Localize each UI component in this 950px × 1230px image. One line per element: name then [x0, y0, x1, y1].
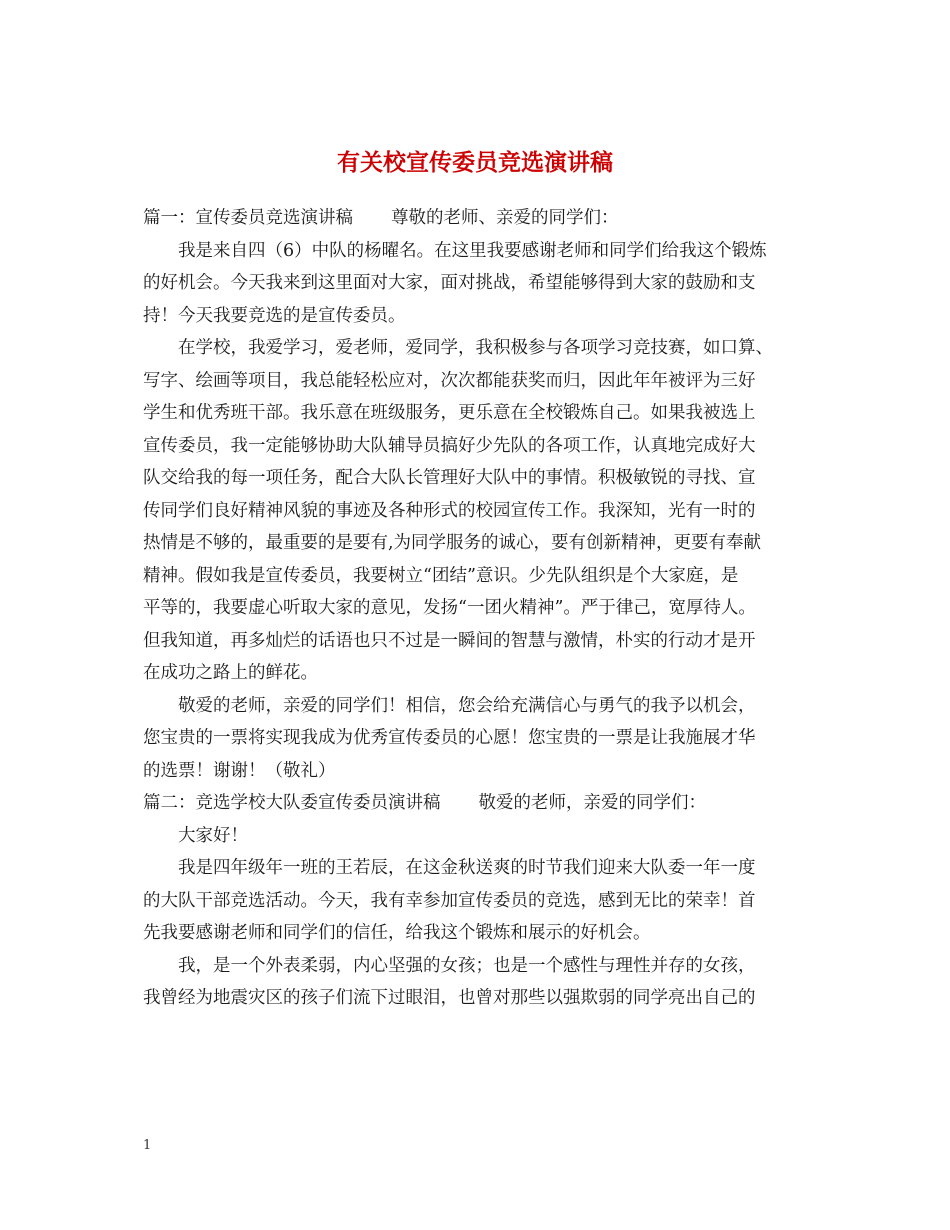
line-text: 大家好！: [178, 825, 248, 846]
section-heading: 篇二：竞选学校大队委宣传委员演讲稿: [143, 793, 441, 813]
line-text: 学生和优秀班干部。我乐意在班级服务，更乐意在全校锻炼自己。如果我被选上: [143, 403, 756, 423]
line-text: 先我要感谢老师和同学们的信任，给我这个锻炼和展示的好机会。: [143, 923, 651, 943]
line-text: 精神。假如我是宣传委员，我要树立“团结”意识。少先队组织是个大家庭，是: [143, 565, 739, 586]
body-line: [143, 267, 813, 300]
line-text: 热情是不够的，最重要的是要有,为同学服务的诚心，要有创新精神，更要有奉献: [143, 533, 762, 553]
body-line: [143, 722, 813, 755]
body-line: [143, 950, 813, 983]
line-text: 您宝贵的一票将实现我成为优秀宣传委员的心愿！您宝贵的一票是让我施展才华: [143, 728, 756, 748]
body-line: [143, 592, 813, 625]
section-heading: 篇一：宣传委员竞选演讲稿: [143, 208, 353, 228]
body-line: [143, 560, 813, 593]
body-line: [143, 885, 813, 918]
section-heading-line: [143, 202, 813, 235]
body-line: [143, 917, 813, 950]
line-text: 写字、绘画等项目，我总能轻松应对，次次都能获奖而归，因此年年被评为三好: [143, 370, 756, 391]
line-text: 我曾经为地震灾区的孩子们流下过眼泪，也曾对那些以强欺弱的同学亮出自己的: [143, 988, 756, 1008]
body-line: [143, 235, 813, 268]
page-number: 1: [143, 1138, 152, 1153]
line-text: 传同学们良好精神风貌的事迹及各种形式的校园宣传工作。我深知，光有一时的: [143, 500, 756, 521]
body-line: [143, 982, 813, 1015]
line-text: 但我知道，再多灿烂的话语也只不过是一瞬间的智慧与激情，朴实的行动才是开: [143, 630, 756, 651]
line-text: 在学校，我爱学习，爱老师，爱同学，我积极参与各项学习竞技赛，如口算、: [178, 338, 773, 358]
line-text: 的大队干部竞选活动。今天，我有幸参加宣传委员的竞选，感到无比的荣幸！首: [143, 890, 756, 911]
body-line: [143, 332, 813, 365]
salutation: 敬爱的老师，亲爱的同学们：: [478, 793, 706, 813]
line-text: 队交给我的每一项任务，配合大队长管理好大队中的事情。积极敏锐的寻找、宣: [143, 468, 756, 488]
body-line: [143, 397, 813, 430]
salutation: 尊敬的老师、亲爱的同学们：: [391, 208, 619, 228]
body-line: [143, 495, 813, 528]
document-title: 有关校宣传委员竞选演讲稿: [337, 149, 613, 177]
body-line: [143, 462, 813, 495]
line-text: 的好机会。今天我来到这里面对大家，面对挑战，希望能够得到大家的鼓励和支: [143, 273, 756, 293]
body-line: [143, 365, 813, 398]
line-text: 的选票！谢谢！（敬礼）: [143, 760, 336, 781]
body-line: [143, 657, 813, 690]
body-line: [143, 625, 813, 658]
body-line: [143, 755, 813, 788]
line-text: 我是来自四（6）中队的杨曜名。在这里我要感谢老师和同学们给我这个锻炼: [178, 240, 767, 261]
document-body: [143, 202, 813, 1015]
body-line: [143, 430, 813, 463]
line-text: 在成功之路上的鲜花。: [143, 663, 318, 683]
body-line: [143, 300, 813, 333]
body-line: [143, 690, 813, 723]
body-line: [143, 527, 813, 560]
section-heading-line: [143, 787, 813, 820]
line-text: 我是四年级年一班的王若辰，在这金秋送爽的时节我们迎来大队委一年一度: [178, 858, 756, 878]
line-text: 敬爱的老师，亲爱的同学们！相信，您会给充满信心与勇气的我予以机会，: [178, 695, 756, 716]
body-line: [143, 820, 813, 853]
line-text: 宣传委员，我一定能够协助大队辅导员搞好少先队的各项工作，认真地完成好大: [143, 435, 756, 456]
body-line: [143, 852, 813, 885]
line-text: 平等的，我要虚心听取大家的意见，发扬“一团火精神”。严于律己，宽厚待人。: [143, 598, 756, 618]
line-text: 我，是一个外表柔弱，内心坚强的女孩；也是一个感性与理性并存的女孩，: [178, 955, 756, 976]
line-text: 持！今天我要竞选的是宣传委员。: [143, 305, 406, 326]
